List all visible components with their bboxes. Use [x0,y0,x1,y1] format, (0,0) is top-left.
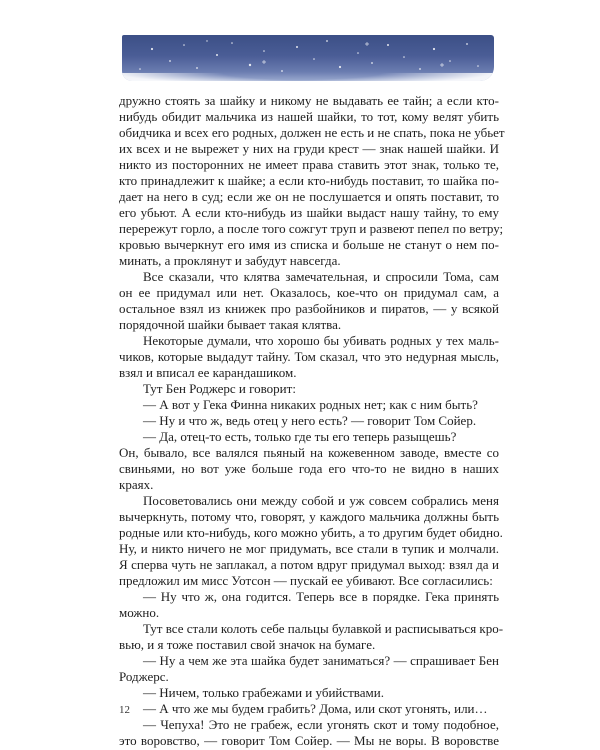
text-line: никто из посторонних не имеет права ставить этот знак, только те, [119,157,499,172]
text-line: кровью вычеркнут его имя из списка и больше не станут о нем по- [119,237,499,252]
text-line: — Ничем, только грабежами и убийствами. [143,685,384,700]
text-line: минать, а проклянут и забудут навсегда. [119,253,341,268]
text-line: их всех и не вырежет у них на груди крест — знак нашей шайки. И [119,141,499,156]
text-line: можно. [119,605,160,620]
text-line: Тут Бен Роджерс и говорит: [143,381,296,396]
text-line: перережут горло, а после того сожгут труп и развеют пепел по ветру; [119,221,504,236]
text-line: — Да, отец-то есть, только где ты его теперь разыщешь? [143,429,457,444]
page-number: 12 [119,704,130,716]
text-line: взял и вписал ее карандашиком. [119,365,297,380]
text-line: остальное взял из книжек про разбойников и пиратов, — у всякой [119,301,499,316]
text-line: дружно стоять за шайку и никому не выдавать ее тайн; а если кто- [119,93,499,108]
text-line: — Ну что ж, она годится. Теперь все в порядке. Гека принять [143,589,499,604]
text-line: — Чепуха! Это не грабеж, если угонять скот и тому подобное, [143,717,499,732]
text-line: Ну, и никто ничего не мог придумать, все стали в тупик и молчали. [119,541,499,556]
text-line: — Ну а чем же эта шайка будет заниматься? — спрашивает Бен [143,653,499,668]
text-line: Я сперва чуть не заплакал, а потом вдруг придумал выход: взял да и [119,557,499,572]
text-line: обидчика и всех его родных, должен не есть и не спать, пока не убьет [119,125,505,140]
text-line: свиньями, но вот уже больше года его что-то не видно в наших [119,461,499,476]
text-line: дает на него в суд; если же он не послушается и опять поставит, то [119,189,499,204]
text-line: — А что же мы будем грабить? Дома, или скот угонять, или… [143,701,488,716]
starry-sky-banner [122,35,494,81]
text-line: Все сказали, что клятва замечательная, и спросили Тома, сам [143,269,499,284]
text-line: предложил им мисс Уотсон — пускай ее убивают. Все согласились: [119,573,493,588]
text-line: он ее придумал или нет. Оказалось, кое-что он придумал сам, а [119,285,499,300]
text-line: вычеркнуть, потому что, говорят, у каждого мальчика должны быть [119,509,499,524]
text-line: — Ну и что ж, ведь отец у него есть? — говорит Том Сойер. [143,413,477,428]
text-line: Посоветовались они между собой и уж совсем собрались меня [143,493,499,508]
text-line: его убьют. А если кто-нибудь из шайки выдаст нашу тайну, то ему [119,205,499,220]
text-line: Некоторые думали, что хорошо бы убивать родных у тех маль- [143,333,499,348]
text-line: порядочной шайки бывает такая клятва. [119,317,342,332]
body-text [119,93,505,749]
text-line: нибудь обидит мальчика из нашей шайки, то тот, кому велят убить [119,109,499,124]
text-line: Тут все стали колоть себе пальцы булавкой и расписываться кро- [143,621,504,636]
text-line: Роджерс. [119,669,169,684]
text-line: Он, бывало, все валялся пьяный на кожевенном заводе, вместе со [119,445,499,460]
text-line: это воровство, — говорит Том Сойер. — Мы не воры. В воровстве [119,733,499,748]
text-line: вью, и я тоже поставил свой значок на бумаге. [119,637,376,652]
stars-decoration [122,35,494,81]
text-line: — А вот у Гека Финна никаких родных нет; как с ним быть? [143,397,478,412]
text-line: кто принадлежит к шайке; а если кто-нибудь поставит, то шайка по- [119,173,499,188]
text-line: чиков, которые выдадут тайну. Том сказал, что это недурная мысль, [119,349,499,364]
text-line: краях. [119,477,154,492]
text-line: родные или кто-нибудь, кого можно убить, а то другим будет обидно. [119,525,503,540]
